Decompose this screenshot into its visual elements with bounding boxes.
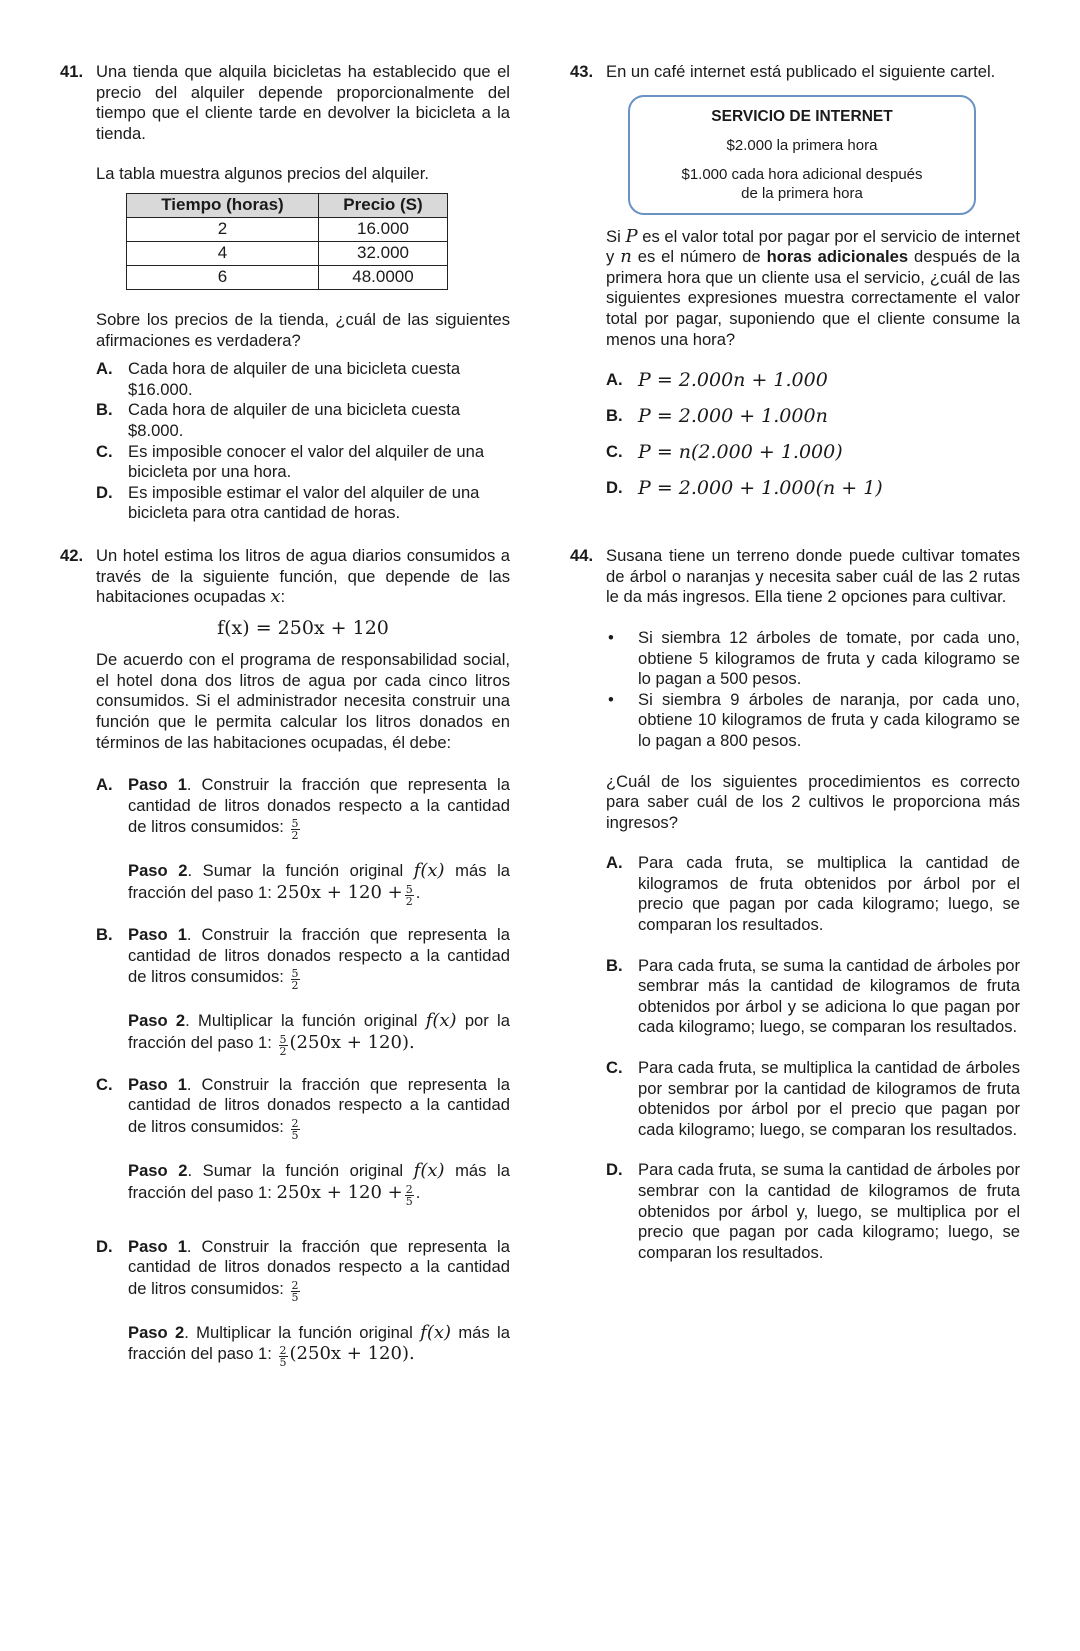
body-text: después de la primera hora que un cliente usa el servicio, ¿cuál de las siguientes expresiones muestra correctamente el valor total por pagar, suponiendo que el cliente consume la menos una hora?: [606, 247, 1020, 349]
step-1: [128, 1236, 510, 1304]
step-text: . Sumar la función original: [187, 861, 404, 881]
step-label: Paso 2: [128, 861, 188, 881]
option-expression: P = n(2.000 + 1.000): [638, 441, 843, 464]
question-intro: [96, 546, 510, 608]
bullet-icon: •: [608, 689, 614, 709]
fraction: [405, 884, 414, 907]
price-table: [126, 193, 448, 290]
bullet-text: Si siembra 12 árboles de tomate, por cada uno, obtiene 5 kilogramos de fruta y cada kilogramo se lo pagan a 500 pesos.: [638, 627, 1020, 689]
option-letter: C.: [606, 1058, 623, 1078]
option-a[interactable]: [96, 359, 510, 400]
option-c[interactable]: [606, 1058, 1020, 1140]
right-column: [570, 62, 1020, 1263]
fraction-numerator: 2: [291, 1117, 299, 1130]
fraction-numerator: 2: [291, 1278, 299, 1292]
step-text: . Construir la fracción que representa la cantidad de litros donados respecto a la cantidad de litros consumidos:: [128, 1236, 510, 1298]
options-list: [606, 628, 1020, 752]
expression: (250x + 120).: [289, 1343, 415, 1365]
table-row: [127, 241, 448, 265]
step-1: [128, 925, 510, 993]
body-text: es el valor total por pagar por el servicio de internet y: [606, 226, 1020, 267]
bullet-text: Si siembra 9 árboles de naranja, por cada uno, obtiene 10 kilogramos de fruta y cada kilogramo se lo pagan a 800 pesos.: [638, 689, 1020, 750]
bullet-icon: •: [608, 627, 614, 647]
option-b[interactable]: [606, 956, 1020, 1038]
option-letter: A.: [96, 775, 113, 795]
table-cell: 6: [127, 265, 319, 289]
fraction: [279, 1345, 288, 1368]
option-letter: A.: [606, 370, 623, 390]
option-a[interactable]: [606, 370, 1020, 406]
table-intro: La tabla muestra algunos precios del alquiler.: [96, 164, 430, 184]
list-item: [606, 690, 1020, 752]
question-prompt: Sobre los precios de la tienda, ¿cuál de las siguientes afirmaciones es verdadera?: [96, 309, 510, 350]
option-letter: B.: [96, 400, 113, 420]
expression-end: .: [415, 882, 421, 902]
fraction-denominator: 5: [279, 1356, 287, 1370]
option-letter: C.: [606, 442, 623, 462]
step-2: [128, 860, 510, 909]
option-letter: D.: [96, 482, 113, 502]
question-42: [60, 545, 510, 1370]
step-2: [128, 1160, 510, 1208]
fx: f(x): [413, 1160, 445, 1181]
option-d[interactable]: [96, 1236, 510, 1370]
option-text: Cada hora de alquiler de una bicicleta cuesta $16.000.: [128, 359, 461, 399]
step-mid: la fracción del paso 1:: [128, 1161, 510, 1202]
table-cell: 16.000: [318, 217, 447, 241]
question-44: [570, 546, 1020, 1263]
option-text: Para cada fruta, se suma la cantidad de árboles por sembrar más la cantidad de kilogramos de fruta obtenidos por árbol y se adiciona lo que pagan por cada kilogramo; luego, se comparan los resultados.: [638, 955, 1020, 1037]
question-prompt: ¿Cuál de los siguientes procedimientos es correcto para saber cuál de los 2 cultivos le proporciona más ingresos?: [606, 771, 1020, 832]
step-text: . Multiplicar la función original: [184, 1322, 413, 1342]
option-letter: B.: [606, 406, 623, 426]
fraction: [291, 1118, 300, 1141]
question-43: [570, 62, 1020, 514]
fraction-denominator: 5: [405, 1194, 413, 1208]
option-letter: C.: [96, 1074, 113, 1094]
step-label: Paso 1: [128, 925, 187, 945]
option-letter: D.: [96, 1236, 113, 1256]
fx: f(x): [425, 1010, 457, 1032]
fraction-numerator: 5: [291, 817, 299, 831]
question-intro: Una tienda que alquila bicicletas ha establecido que el precio del alquiler depende proporcionalmente del tiempo que el cliente tarde en devolver la bicicleta a la tienda.: [96, 62, 510, 143]
question-number: 41.: [60, 62, 84, 81]
step-2: [128, 1321, 510, 1370]
option-a[interactable]: [606, 853, 1020, 935]
step-label: Paso 1: [128, 1074, 187, 1094]
option-letter: C.: [96, 441, 113, 461]
question-number: 42.: [60, 545, 84, 565]
table-cell: 2: [127, 217, 319, 241]
fraction: [291, 1280, 300, 1303]
sign-line-1: $2.000 la primera hora: [726, 136, 878, 154]
question-body: [606, 227, 1020, 351]
option-text: Es imposible conocer el valor del alquiler de una bicicleta por una hora.: [128, 441, 485, 482]
step-1: [128, 1074, 510, 1142]
question-41: [60, 62, 510, 524]
question-body: De acuerdo con el programa de responsabilidad social, el hotel dona dos litros de agua por cada cinco litros consumidos. Si el administrador necesita construir una función que le permita calcular los litros donados en términos de las habitaciones ocupadas, él debe:: [96, 650, 510, 752]
step-text: . Multiplicar la función original: [185, 1011, 418, 1031]
table-row: [127, 217, 448, 241]
option-expression: P = 2.000 + 1.000(n + 1): [638, 477, 883, 500]
answer-options: [606, 853, 1020, 1263]
expression: 250x + 120 +: [276, 881, 403, 903]
internet-service-sign: [628, 95, 976, 215]
answer-options: [606, 370, 1020, 514]
option-text: Es imposible estimar el valor del alquiler de una bicicleta para otra cantidad de horas.: [128, 482, 480, 523]
option-d[interactable]: [606, 1160, 1020, 1263]
fraction-numerator: 5: [279, 1032, 287, 1046]
step-label: Paso 2: [128, 1161, 188, 1180]
step-text: . Construir la fracción que representa la cantidad de litros donados respecto a la cantidad de litros consumidos:: [128, 925, 510, 987]
fraction: [291, 968, 300, 991]
option-text: Cada hora de alquiler de una bicicleta cuesta $8.000.: [128, 400, 461, 440]
body-text: Si: [606, 226, 621, 246]
fraction-denominator: 2: [291, 829, 299, 843]
table-header: Tiempo (horas): [127, 193, 319, 217]
list-item: [606, 628, 1020, 690]
option-letter: B.: [96, 925, 113, 945]
step-label: Paso 1: [128, 1236, 187, 1256]
question-number: 44.: [570, 546, 594, 566]
sign-line-2: $1.000 cada hora adicional después de la primera hora: [681, 165, 923, 202]
expression: 250x + 120 +: [276, 1181, 403, 1203]
table-cell: 32.000: [318, 241, 447, 265]
intro-end: :: [280, 587, 286, 607]
fraction-denominator: 2: [291, 979, 299, 993]
option-b[interactable]: [96, 925, 510, 1058]
expression: (250x + 120).: [289, 1031, 415, 1053]
option-c[interactable]: [606, 442, 1020, 478]
fraction-numerator: 5: [291, 967, 299, 981]
option-c[interactable]: [96, 442, 510, 483]
fraction-denominator: 2: [279, 1044, 287, 1058]
variable-n: n: [620, 246, 632, 268]
sign-title: SERVICIO DE INTERNET: [711, 107, 893, 125]
option-letter: D.: [606, 478, 623, 498]
step-mid: más la fracción del paso 1:: [128, 1322, 510, 1364]
fraction-denominator: 5: [291, 1290, 299, 1304]
question-number: 43.: [570, 62, 594, 81]
option-d[interactable]: [606, 478, 1020, 514]
body-bold-text: horas adicionales: [766, 247, 909, 267]
left-column: [60, 62, 510, 1370]
option-expression: P = 2.000n + 1.000: [638, 369, 828, 392]
step-mid: por la fracción del paso 1:: [128, 1011, 510, 1052]
fraction-numerator: 2: [405, 1182, 413, 1196]
option-expression: P = 2.000 + 1.000n: [638, 405, 828, 428]
answer-options: [96, 775, 510, 1370]
option-letter: A.: [96, 359, 113, 379]
step-tail: más: [455, 1161, 487, 1180]
fx: f(x): [420, 1321, 452, 1343]
option-a[interactable]: [96, 775, 510, 909]
step-1: [128, 775, 510, 843]
table-header: Precio (S): [318, 193, 447, 217]
fraction-denominator: 2: [405, 895, 413, 909]
option-b[interactable]: [606, 406, 1020, 442]
step-text: . Construir la fracción que representa la cantidad de litros donados respecto a la cantidad de litros consumidos:: [128, 775, 510, 837]
fraction: [291, 818, 300, 841]
intro-text: Un hotel estima los litros de agua diarios consumidos a través de la siguiente función, que depende de las habitaciones ocupadas: [96, 545, 510, 607]
table-cell: 4: [127, 241, 319, 265]
answer-options: [96, 359, 510, 524]
function-formula: f(x) = 250x + 120: [217, 616, 389, 639]
option-b[interactable]: [96, 400, 510, 441]
step-mid: más la fracción del paso 1:: [128, 861, 510, 902]
table-row: [127, 265, 448, 289]
option-text: Para cada fruta, se multiplica la cantidad de kilogramos de fruta obtenidos por árbol por el precio que pagan por cada kilogramo; luego, se comparan los resultados.: [638, 853, 1020, 935]
step-text: . Sumar la función original: [187, 1161, 404, 1180]
option-letter: D.: [606, 1160, 623, 1180]
table-header-row: [127, 193, 448, 217]
step-label: Paso 2: [128, 1322, 185, 1342]
fraction: [279, 1034, 288, 1057]
table-cell: 48.0000: [318, 265, 447, 289]
option-text: Para cada fruta, se multiplica la cantidad de árboles por sembrar por la cantidad de kilogramos de fruta obtenidos por árbol por el precio que pagan por cada kilogramo; luego, se comparan los resultados.: [638, 1058, 1020, 1139]
step-2: [128, 1010, 510, 1058]
step-text: . Construir la fracción que representa la cantidad de litros donados respecto a la cantidad de litros consumidos:: [128, 1074, 510, 1136]
step-label: Paso 2: [128, 1011, 186, 1031]
fraction-denominator: 5: [291, 1129, 299, 1142]
variable-x: x: [270, 586, 281, 608]
option-letter: B.: [606, 955, 623, 975]
option-text: Para cada fruta, se suma la cantidad de árboles por sembrar con la cantidad de kilogramos de fruta obtenidos por árbol y, luego, se multiplica por el precio que pagan por cada kilogramo; luego, se comparan los resultados.: [638, 1160, 1020, 1262]
question-intro: Susana tiene un terreno donde puede cultivar tomates de árbol o naranjas y necesita saber cuál de las 2 rutas le da más ingresos. Ella tiene 2 opciones para cultivar.: [606, 546, 1020, 607]
fx: f(x): [413, 860, 445, 882]
option-d[interactable]: [96, 483, 510, 524]
fraction: [405, 1184, 414, 1207]
body-text: es el número de: [637, 247, 761, 267]
fraction-numerator: 2: [279, 1344, 287, 1358]
option-c[interactable]: [96, 1074, 510, 1208]
option-letter: A.: [606, 853, 623, 873]
variable-p: P: [625, 225, 638, 247]
step-label: Paso 1: [128, 775, 187, 795]
expression-end: .: [415, 1182, 421, 1202]
question-intro: En un café internet está publicado el siguiente cartel.: [606, 62, 996, 81]
fraction-numerator: 5: [405, 883, 413, 897]
